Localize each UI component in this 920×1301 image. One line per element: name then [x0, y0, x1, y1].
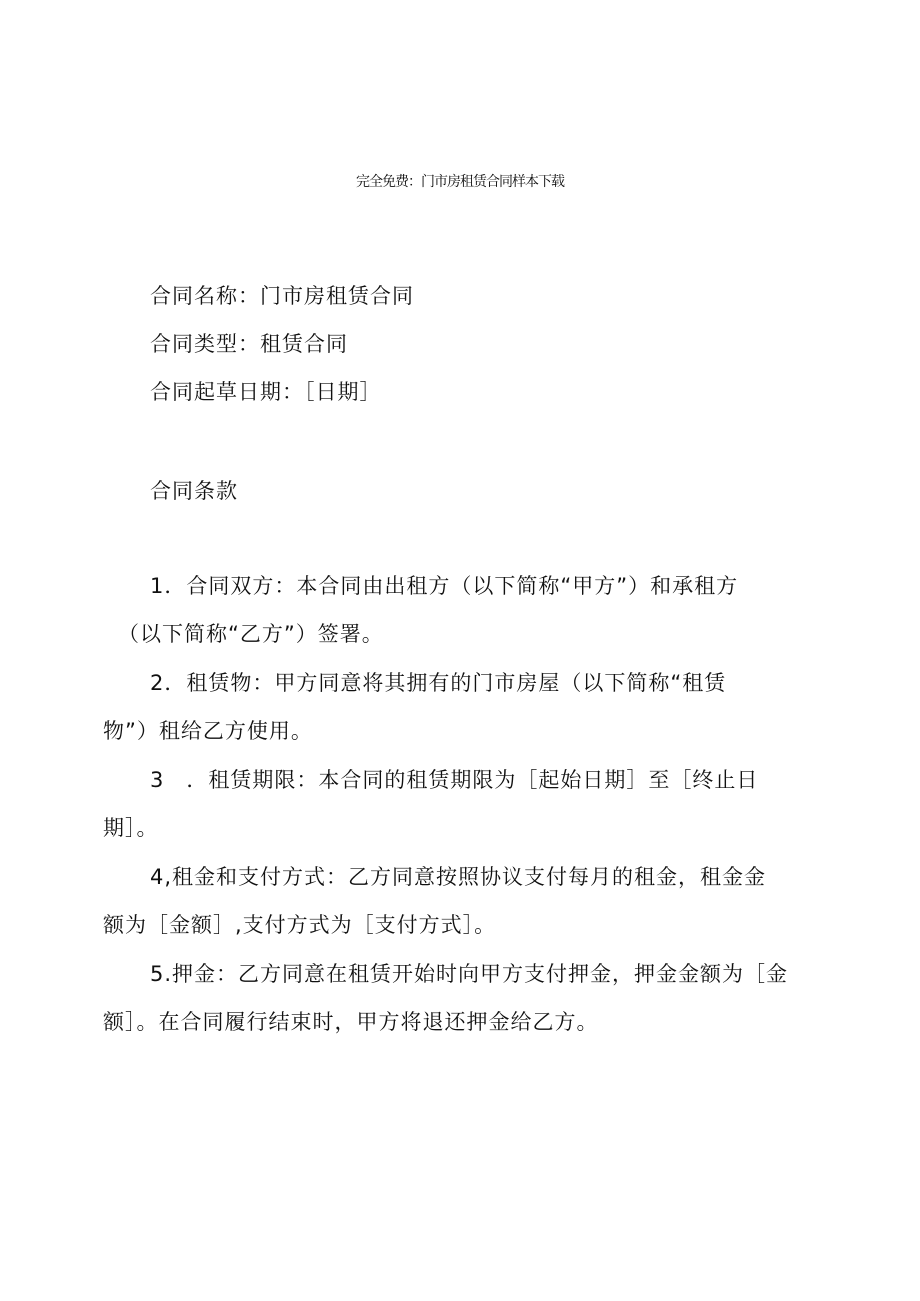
clause-5-line-2: 额］。在合同履行结束时，甲方将退还押金给乙方。 — [103, 1010, 599, 1034]
contract-type-line: 合同类型：租赁合同 — [150, 332, 348, 356]
contract-date-line: 合同起草日期：［日期］ — [150, 380, 382, 404]
clause-5-line-1: 5.押金：乙方同意在租赁开始时向甲方支付押金，押金金额为［金 — [150, 962, 789, 986]
clause-4-line-1: 4,租金和支付方式：乙方同意按照协议支付每月的租金，租金金 — [150, 865, 767, 889]
clause-4-line-2: 额为［金额］,支付方式为［支付方式］。 — [103, 913, 497, 937]
clause-2-line-1: 2．租赁物：甲方同意将其拥有的门市房屋（以下简称“租赁 — [150, 671, 727, 695]
clause-2-line-2: 物”）租给乙方使用。 — [103, 719, 313, 743]
clause-3-line-2: 期］。 — [103, 816, 159, 840]
contract-name-line: 合同名称：门市房租赁合同 — [150, 284, 414, 308]
clause-1-line-1: 1．合同双方：本合同由出租方（以下简称“甲方”）和承租方 — [150, 574, 739, 598]
document-title: 完全免费：门市房租赁合同样本下载 — [356, 174, 564, 190]
clause-3-line-1: 3 ．租赁期限：本合同的租赁期限为［起始日期］至［终止日 — [150, 768, 759, 792]
clause-1-line-2: （以下简称“乙方”）签署。 — [118, 622, 384, 646]
section-heading: 合同条款 — [150, 479, 238, 503]
